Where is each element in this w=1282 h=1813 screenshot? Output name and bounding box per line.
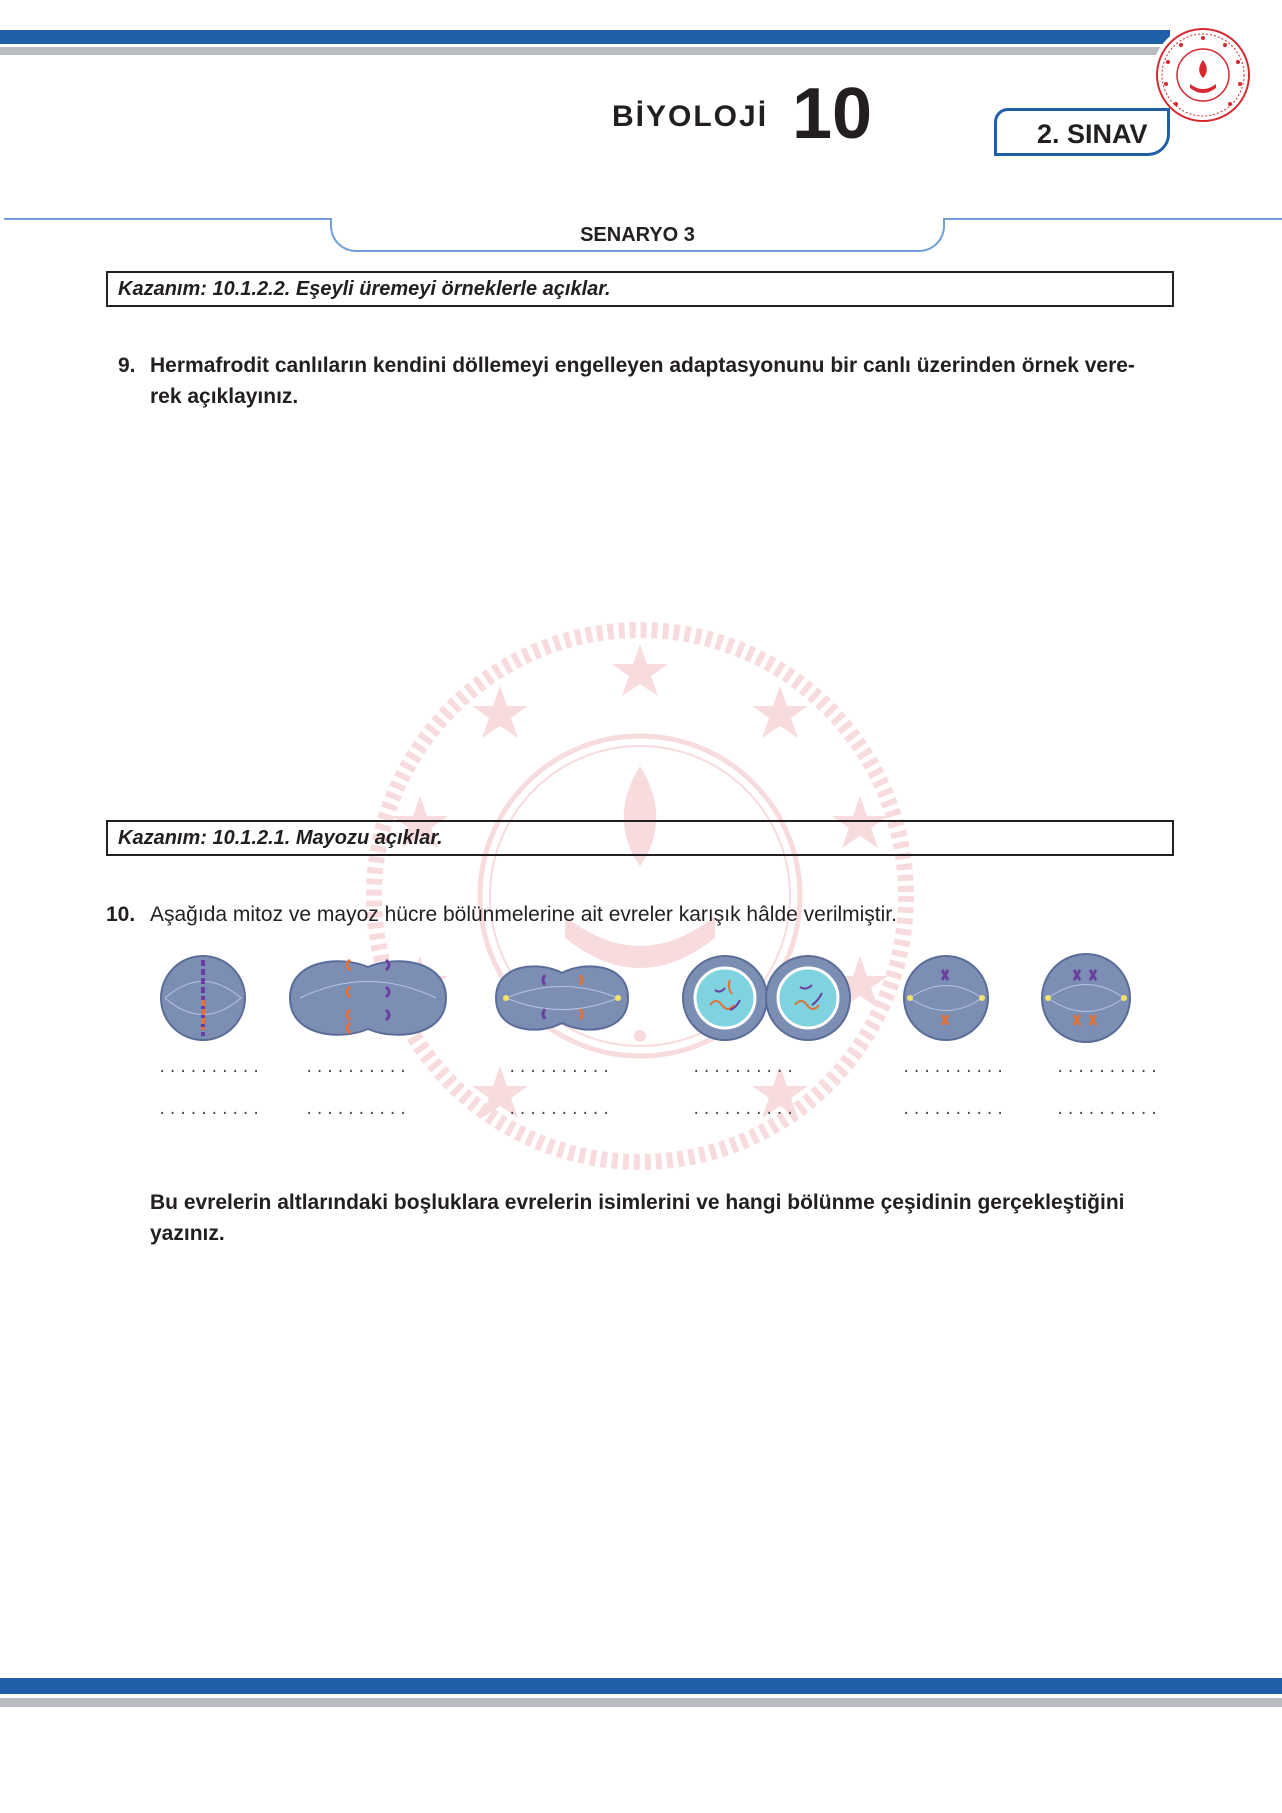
question-10-number: 10. (106, 903, 136, 926)
question-9-text-line1: Hermafrodit canlıların kendini döllemeyi engelleyen adaptasyonunu bir canlı üzerinden örnek vere- (150, 354, 1135, 377)
cell-stage-5 (904, 956, 988, 1040)
exam-label-tab (994, 108, 1170, 156)
section-title: SENARYO 3 (580, 224, 695, 246)
answer-blank-1-phase[interactable]: .......... (158, 1060, 263, 1076)
answer-blank-4-phase[interactable]: .......... (692, 1060, 797, 1076)
cell-stage-4 (683, 956, 850, 1040)
answer-blank-5-phase[interactable]: .......... (902, 1060, 1007, 1076)
answer-blank-2-division[interactable]: .......... (305, 1102, 410, 1118)
answer-blank-6-phase[interactable]: .......... (1056, 1060, 1161, 1076)
learning-outcome-box-1 (106, 271, 1174, 307)
answer-blank-2-phase[interactable]: .......... (305, 1060, 410, 1076)
question-9-text-line2: rek açıklayınız. (150, 385, 299, 408)
cell-stage-2 (290, 960, 446, 1035)
answer-blank-5-division[interactable]: .......... (902, 1102, 1007, 1118)
watermark-seal-icon (360, 616, 920, 1176)
cell-stage-6 (1042, 954, 1130, 1042)
header-stripe-blue (0, 30, 1170, 44)
exam-label: 2. SINAV (1037, 119, 1148, 149)
answer-blank-6-division[interactable]: .......... (1056, 1102, 1161, 1118)
cell-stage-3 (496, 966, 628, 1029)
learning-outcome-text-1: Kazanım: 10.1.2.2. Eşeyli üremeyi örneklerle açıklar. (118, 278, 611, 300)
section-tab (330, 218, 945, 252)
footer-stripe-gray (0, 1698, 1282, 1707)
cell-stage-1 (161, 956, 245, 1040)
subject-title: BİYOLOJİ (612, 100, 769, 133)
learning-outcome-text-2: Kazanım: 10.1.2.1. Mayozu açıklar. (118, 827, 443, 849)
question-9-number: 9. (118, 354, 136, 377)
answer-blank-3-division[interactable]: .......... (508, 1102, 613, 1118)
learning-outcome-box-2 (106, 820, 1174, 856)
header-stripe-gray (0, 47, 1170, 55)
grade-number: 10 (792, 74, 873, 154)
question-10-instruction-line2: yazınız. (150, 1222, 225, 1245)
cell-division-figure (140, 945, 1150, 1050)
answer-blank-3-phase[interactable]: .......... (508, 1060, 613, 1076)
answer-blank-1-division[interactable]: .......... (158, 1102, 263, 1118)
question-10-intro: Aşağıda mitoz ve mayoz hücre bölünmelerine ait evreler karışık hâlde verilmiştir. (150, 903, 897, 926)
answer-blank-4-division[interactable]: .......... (692, 1102, 797, 1118)
question-10-instruction-line1: Bu evrelerin altlarındaki boşluklara evrelerin isimlerini ve hangi bölünme çeşidinin gerçekleştiğini (150, 1191, 1125, 1214)
footer-stripe-blue (0, 1678, 1282, 1694)
